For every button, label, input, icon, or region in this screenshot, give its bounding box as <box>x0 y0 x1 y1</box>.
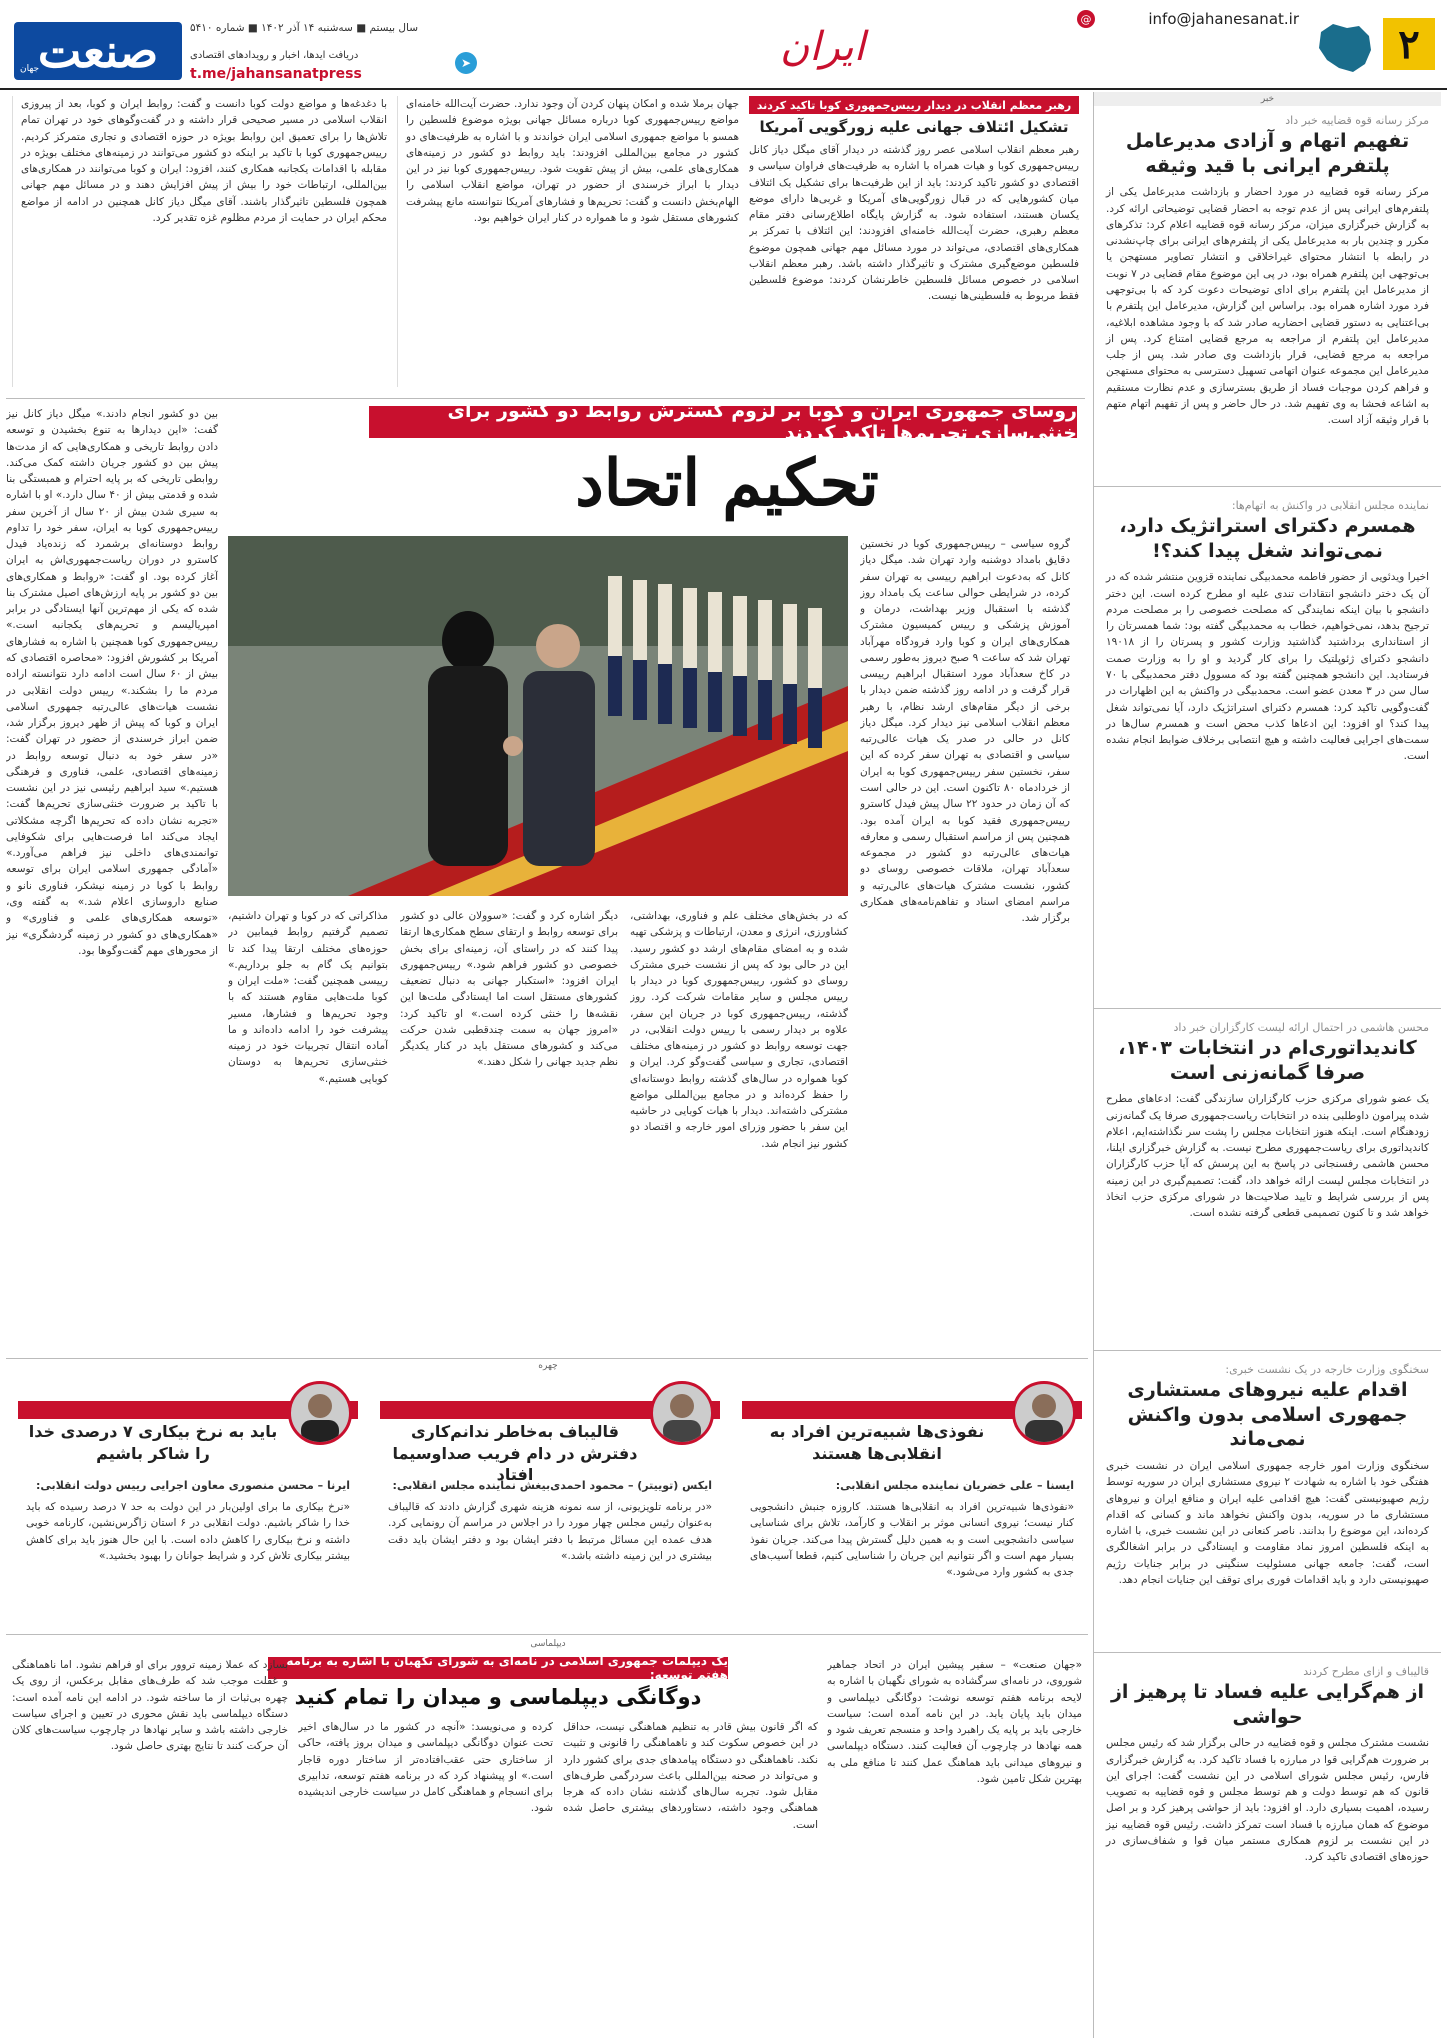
divider <box>6 398 1085 399</box>
bottom-col4: بسازد که عملا زمینه تروور برای او فراهم نشود. اما ناهماهنگی و غفلت موجب شد که طرف‌های مقابل برعکس، از روی یک چهره بی‌ثبات از ما ساخته شود. در ادامه این نامه آمده است: دستگاه دیپلماسی باید نقش محوری در تعیین و اجرای سیاست خارجی داشته باشد و سایر نهادها در چارچوب سیاست‌های کلان آن حرکت کنند تا نتایج بهتری حاصل شود. <box>12 1659 288 1753</box>
lead-intro-col1: گروه سیاسی – رییس‌جمهوری کوبا در نخستین دقایق بامداد دوشنبه وارد تهران شد. میگل دیاز کانل که به‌دعوت ابراهیم رییسی به تهران سفر کرده، در شرایطی حوالی ساعت یک بامداد روز گذشته با استقبال وزیر بهداشت، درمان و آموزش پزشکی و رییس کمیسیون مشترک همکاری‌های ایران و کوبا وارد فرودگاه مهرآباد تهران شد که ساعت ۹ صبح دیروز به‌طور رسمی در کاخ سعدآباد مورد استقبال ابراهیم رییسی قرار گرفت و در ادامه روز گذشته ضمن دیدار با برخی از دیگر مقام‌های ارشد نظام، با رهبر معظم انقلاب اسلامی نیز دیدار کرد. میگل دیاز کانل در حالی در صدر یک هیات عالی‌رتبه سیاسی و اقتصادی به تهران سفر کرده که این سفر، نخستین سفر رییس‌جمهوری کوبا به ایران از خردادماه ۸۰ تاکنون است. این در حالی است که آن زمان در حدود ۲۲ سال پیش فیدل کاسترو رییس‌جمهوری فقید کوبا به ایران آمده بود. همچنین پس از مراسم استقبال رسمی و معارفه هیات‌های عالی‌رتبه دو کشور در مجموعه سعدآباد تهران، ملاقات خصوصی روسای دو کشور، نشست مشترک هیات‌های عالی‌رتبه و مراسم امضای اسناد و تفاهم‌نامه‌های همکاری برگزار شد. <box>860 538 1070 925</box>
a3-subtitle: محسن هاشمی در احتمال ارائه لیست کارگزاران خبر داد <box>1173 1021 1429 1034</box>
top-story-col3: با دغدغه‌ها و مواضع دولت کوبا دانست و گفت: روابط ایران و کوبا، بعد از پیروزی انقلاب اسلامی در مسیر صحیحی قرار داشته و در گفت‌وگوهای خود در تهران تمام تلاش‌ها را برای تعمیق این روابط بویژه در حوزه اقتصادی و تجاری متمرکز کردیم. رییس‌جمهوری کوبا با تاکید بر اینکه دو کشور می‌توانند در زمینه‌های مختلف بویژه در مقابله با اقدامات یکجانبه همکاری کنند، افزود: ایران و کوبا می‌توانند در همکاری‌های بین‌المللی، ارتباطات خود را بیش از پیش افزایش دهند و در مسائل مهم جهانی همچون فلسطین تاثیرگذار باشند. آقای میگل دیاز کانل همچنین در ادامه از مواضع محکم ایران در حمایت از مردم مظلوم غزه تقدیر کرد. <box>12 96 387 387</box>
avatar <box>288 1381 352 1445</box>
a1-body: مرکز رسانه قوه قضاییه در مورد احضار و بازداشت مدیرعامل یکی از پلتفرم‌های ایرانی پس از عدم توجه به احضار قضایی توضیحاتی ارائه کرد. به گزارش خبرگزاری میزان، مرکز رسانه قوه قضاییه اعلام کرد: تذکرهای مکرر و چندین بار به مدیرعامل یکی از پلتفرم‌های ایرانی برای چاپ‌نشدنی در رابطه با انتشار محتوای غیراخلاقی و انتشار تصاویر مستهجن یا بی‌توجهی این پلتفرم همراه بود، در پی این موضوع مقام قضایی در ۷ نوبت از مدیرعامل این پلتفرم برای ادای توضیحات دعوت کرد که با بی‌توجهی فرد مورد اشاره همراه بود. براساس این گزارش، مدیرعامل این پلتفرم با بی‌اعتنایی به دستور قضایی احضاریه صادر شد که با وجود مشاهده ابلاغیه، مدیرعامل این پلتفرم از مراجعه به مرجع قضایی امتناع کرد. پس از مراجعه به مرجع قضایی، قرار بازداشت وی صادر شد. پس از جلب مدیرعامل این مجموعه عنوان اتهامی تسهیل دسترسی به محتوای مستهجن و فراهم کردن موجبات فساد از طریق بسترسازی و عدم نظارت مستقیم به اشاعه فحشا به وی تفهیم شد. در حال حاضر و پس از تفهیم اتهام متهم با قرار وثیقه آزاد است. <box>1106 186 1429 427</box>
top-story-title: تشکیل ائتلاف جهانی علیه زورگویی آمریکا <box>759 118 1069 136</box>
article-3 <box>1094 1008 1441 1350</box>
faces-section <box>6 1358 1088 1608</box>
newspaper-logo: صنعت <box>14 22 182 80</box>
bottom-col2: که اگر قانون بیش قادر به تنظیم هماهنگی نیست، حداقل در این خصوص سکوت کند و ناهماهنگی را قانونی و تثبیت نکند. ناهماهنگی دو دستگاه پیامدهای جدی برای کشور دارد و می‌تواند در صحنه بین‌المللی باعث سردرگمی طرف‌های مقابل شود. تجربه سال‌های گذشته نشان داده که هرجا هماهنگی وجود داشته، دستاوردهای بیشتری حاصل شده است. <box>563 1721 818 1831</box>
face-source: ایرنا – محسن منصوری معاون اجرایی رییس دولت انقلابی: <box>36 1479 350 1492</box>
face-title: نفوذی‌ها شبیه‌ترین افراد به انقلابی‌ها هستند <box>769 1422 985 1463</box>
page-number: ۲ <box>1383 18 1435 70</box>
a2-subtitle: نماینده مجلس انقلابی در واکنش به اتهام‌ها: <box>1231 499 1429 512</box>
telegram-line: دریافت ایدها، اخبار و رویدادهای اقتصادی <box>190 50 359 61</box>
a1-title: تفهیم اتهام و آزادی مدیرعامل پلتفرم ایرانی با قید وثیقه <box>1125 130 1410 177</box>
top-story-kicker: رهبر معظم انقلاب در دیدار رییس‌جمهوری کوبا تاکید کردند <box>749 96 1079 114</box>
bottom-kicker: دیپلماسی <box>530 1639 566 1649</box>
lead-intro-col2: که در بخش‌های مختلف علم و فناوری، بهداشتی، کشاورزی، انرژی و معدن، ارتباطات و پزشکی تهیه شده و به امضای مقام‌های ارشد دو کشور رسید. این در حالی بود که پس از نشست خبری مشترک روسای دو کشور، رییس‌جمهوری کوبا در دیدار با رییس مجلس و سایر مقامات شرکت کرد. روز گذشته، رییس‌جمهوری کوبا در جریان این سفر، علاوه بر دیدار رسمی با رییس دولت انقلابی، در جهت توسعه روابط دو کشور در زمینه‌های مختلف اقتصادی، تجاری و سیاسی گفت‌وگو کرد. ایران و کوبا همواره در سال‌های گذشته روابط دوستانه‌ای را حفظ کرده‌اند و در مجامع بین‌المللی مواضع مشترکی داشته‌اند. دیدار با هیات کوبایی در حاشیه این سفر با حضور وزرای امور خارجه و اقتصاد دو کشور نیز انجام شد. <box>630 910 848 1150</box>
a4-subtitle: سخنگوی وزارت خارجه در یک نشست خبری: <box>1225 1363 1429 1376</box>
face-body: «در برنامه تلویزیونی، از سه نمونه هزینه شهری گزارش دادند که قالیباف به‌عنوان رئیس مجلس چهار مورد را در اجلاس در مراسم آن رونمایی کرد. هدف عمده این مسائل مرتبط با دفتر ایشان بود و دفتر ایشان باید دقت بیشتری در این زمینه داشته باشد.» <box>388 1501 712 1562</box>
bottom-col3: کرده و می‌نویسد: «آنچه در کشور ما در سال‌های اخیر تحت عنوان دوگانگی دیپلماسی و میدان بروز یافته، حاکی از ساختاری حتی عقب‌افتاده‌تر از ساختار دوره قاجار است.» او پیشنهاد کرد که در برنامه هفتم توسعه، تدابیری برای انسجام و هماهنگی کامل در سیاست خارجی اندیشیده شود. <box>298 1721 553 1815</box>
lead-intro-col4: مذاکراتی که در کوبا و تهران داشتیم، تصمیم گرفتیم روابط فیمابین در حوزه‌های مختلف ارتقا پیدا کند تا بتوانیم یک گام به جلو برداریم.» رییسی همچنین گفت: «ملت ایران و کوبا ملت‌هایی مقاوم هستند که با وجود تحریم‌ها و فشارها، مسیر پیشرفت خود را ادامه داده‌اند و ما آماده انتقال تجربیات خود در زمینه خنثی‌سازی تحریم‌ها به دوستان کوبایی هستیم.» <box>228 910 388 1085</box>
lead-intro-col3: دیگر اشاره کرد و گفت: «سوولان عالی دو کشور برای توسعه روابط و ارتقای سطح همکاری‌ها ارتقا پیدا کنند که در راستای آن، زمینه‌ای برای بخش خصوصی دو کشور فراهم شود.» رییس‌جمهوری ایران افزود: «استکبار جهانی به دنبال تضعیف کشورهای مستقل است اما ایستادگی ملت‌ها این نقشه‌ها را خنثی کرده است.» او تاکید کرد: «امروز جهان به سمت چندقطبی شدن حرکت می‌کند و کشورهای مستقل باید در کنار یکدیگر نظم جدید جهانی را شکل دهند.» <box>400 910 618 1069</box>
face-card-2 <box>380 1381 720 1601</box>
article-1 <box>1094 106 1441 486</box>
top-story-col2: جهان برملا شده و امکان پنهان کردن آن وجود ندارد. حضرت آیت‌الله خامنه‌ای مواضع رییس‌جمهوری کوبا درباره مسائل جهانی بویژه موضوع فلسطین را همسو با مواضع جمهوری اسلامی ایران خواندند و با اشاره به ظرفیت‌های دو کشور در مجامع بین‌المللی افزودند: باید روابط دو کشور در زمینه‌های همکاری‌های علمی، بیش از پیش تقویت شود. رییس‌جمهوری کوبا نیز در این دیدار با ابراز خرسندی از حضور در تهران، مواضع انقلاب اسلامی را الهام‌بخش دانست و گفت: تحریم‌ها و فشارهای آمریکا نتوانسته مانع پیشرفت کشورهای مستقل شود و ما همواره در کنار ایران خواهیم بود. <box>397 96 739 387</box>
right-column <box>1093 92 1441 2038</box>
lead-headline: تحکیم اتحاد <box>575 446 879 521</box>
iran-map-icon <box>1313 20 1375 76</box>
a5-body: نشست مشترک مجلس و قوه قضاییه در حالی برگزار شد که رئیس مجلس بر ضرورت هم‌گرایی قوا در مبارزه با فساد تاکید کرد. به گزارش خبرگزاری فارس، رئیس مجلس شورای اسلامی در این نشست گفت: اجرای این قانون که هم توسط دولت و هم توسط مجلس و قوه قضاییه به تصویب رسیده، اهمیت بسیاری دارد. او افزود: باید از حواشی پرهیز کرد و بر اصل موضوع که همان مبارزه با فساد است تمرکز داشت. رئیس قوه قضاییه نیز در این نشست بر لزوم همکاری مستمر میان قوا و شفاف‌سازی در حوزه‌های اقتصادی تاکید کرد. <box>1106 1737 1429 1864</box>
email-address[interactable]: info@jahanesanat.ir <box>1148 10 1299 28</box>
right-kicker: خبر <box>1094 92 1441 106</box>
bottom-title: دوگانگی دیپلماسی و میدان را تمام کنید <box>294 1685 702 1709</box>
a5-subtitle: قالیباف و ازای مطرح کردند <box>1303 1665 1429 1678</box>
a5-title: از هم‌گرایی علیه فساد تا پرهیز از حواشی <box>1110 1681 1425 1728</box>
article-5 <box>1094 1652 1441 2032</box>
avatar <box>1012 1381 1076 1445</box>
lead-banner: روسای جمهوری ایران و کوبا بر لزوم گسترش روابط دو کشور برای خنثی‌سازی تحریم‌ها تاکید کردند <box>369 406 1077 438</box>
lead-photo-image <box>228 536 848 896</box>
telegram-url[interactable]: t.me/jahansanatpress <box>190 66 362 82</box>
a2-title: همسرم دکترای استراتژیک دارد، نمی‌تواند شغل پیدا کند؟! <box>1119 515 1416 562</box>
bottom-section <box>6 1634 1088 2038</box>
article-2 <box>1094 486 1441 1008</box>
lead-photo <box>228 536 848 896</box>
face-source: ایسنا – علی خضریان نماینده مجلس انقلابی: <box>835 1479 1074 1492</box>
email-icon: @ <box>1077 10 1095 28</box>
face-card-1 <box>742 1381 1082 1601</box>
telegram-icon: ➤ <box>455 52 477 74</box>
face-card-3 <box>18 1381 358 1601</box>
a3-title: کاندیداتوری‌ام در انتخابات ۱۴۰۳، صرفا گمانه‌زنی است <box>1118 1037 1417 1084</box>
bottom-banner: یک دیپلمات جمهوری اسلامی در نامه‌ای به شورای نگهبان با اشاره به برنامه هفتم توسعه: <box>268 1657 728 1679</box>
a4-title: اقدام علیه نیروهای مستشاری جمهوری اسلامی بدون واکنش نمی‌ماند <box>1127 1379 1408 1451</box>
top-story <box>2 92 1087 392</box>
a4-body: سخنگوی وزارت امور خارجه جمهوری اسلامی ایران در نشست خبری هفتگی خود با اشاره به شهادت ۲ نیروی مستشاری ایران در سوریه توسط رژیم صهیونیستی گفت: هیچ اقدامی علیه ایران و منافع ایران و نیروهای مستشاری ما در سوریه، بدون واکنش نخواهد ماند و کسانی که اقدام کرده‌اند، این موضوع را بدانند. ناصر کنعانی در این نشست خبری، با اشاره به اینکه فلسطین امروز نماد مقاومت و ایستادگی در برابر اشغالگری است، گفت: جامعه جهانی مسئولیت سنگینی در برابر جنایات رژیم صهیونیستی دارد و باید اقدامات فوری برای توقف این جنایات انجام دهد. <box>1106 1460 1429 1586</box>
a3-body: یک عضو شورای مرکزی حزب کارگزاران سازندگی گفت: ادعاهای مطرح شده پیرامون داوطلبی بنده در انتخابات ریاست‌جمهوری صرفا یک گمانه‌زنی زودهنگام است. اینکه هنوز انتخابات مجلس را پشت سر نگذاشته‌ایم، اعلام کاندیداتوری برای ریاست‌جمهوری مطرح نیست. به گزارش خبرگزاری ایلنا، محسن هاشمی رفسنجانی در پاسخ به این پرسش که آیا حزب کارگزاران در انتخابات مجلس لیست ارائه خواهد داد، گفت: تصمیم‌گیری در این زمینه پس از بررسی شرایط و تایید صلاحیت‌ها در شورای مرکزی حزب اتخاذ خواهد شد و تا کنون تصمیمی قطعی گرفته نشده است. <box>1106 1093 1429 1220</box>
face-title: قالیباف به‌خاطر ندانم‌کاری دفترش در دام فریب صداوسیما افتاد <box>392 1422 638 1485</box>
section-title: ایران <box>780 24 865 70</box>
face-source: ایکس (توییتر) – محمود احمدی‌بیغش نماینده مجلس انقلابی: <box>392 1479 712 1492</box>
a1-subtitle: مرکز رسانه قوه قضاییه خبر داد <box>1285 114 1429 127</box>
a2-body: اخیرا ویدئویی از حضور فاطمه محمدبیگی نماینده قزوین منتشر شده که در آن یک دختر دانشجو انتقادات تندی علیه او مطرح کرده است. این دختر دانشجو با بیان اینکه نمایندگی که مصلحت خصوصی را بر مصلحت مردم ترجیح بدهد، نمی‌خواهیم، خطاب به محمدبیگی گفته بود: شما همسرتان را از استانداری برداشتید گذاشتید وزارت کشور و پسرتان را از ۱۹۰۱۸ دانشجو دکترای ژئوپلتیک را برای کار گردید و او را به وزارت صمت فرستادید. این دانشجو همچنین گفته بود که مسوول دفتر محمدبیگی با ۷۰ سال سن در ۳ معدن عضو است. محمدبیگی در واکنش به این اظهارات در گفت‌وگویی تاکید کرد: همسرم دکترای استراتژیک دارد، آیا نمی‌تواند شغل پیدا کند؟ او افزود: این ادعاها کذب محض است و همسرم سال‌ها در سمت‌های اجرایی فعالیت داشته و هیچ انتصابی برخلاف ضوابط انجام نشده است. <box>1106 571 1429 763</box>
avatar <box>650 1381 714 1445</box>
article-4 <box>1094 1350 1441 1652</box>
bottom-col1: «جهان صنعت» – سفیر پیشین ایران در اتحاد جماهیر شوروی، در نامه‌ای سرگشاده به شورای نگهبان با اشاره به لایحه برنامه هفتم توسعه نوشت: دوگانگی دیپلماسی و میدان باید پایان یابد. در این نامه آمده است: سیاست خارجی باید بر پایه یک راهبرد واحد و منسجم تعریف شود و همه نهادها در چارچوب آن فعالیت کنند. دستگاه دیپلماسی و نیروهای میدانی باید هماهنگ عمل کنند تا منافع ملی به بهترین شکل تامین شود. <box>827 1659 1082 1785</box>
masthead <box>0 0 1447 90</box>
face-body: «نفوذی‌ها شبیه‌ترین افراد به انقلابی‌ها هستند. کاروزه جنبش دانشجویی کنار نیست؛ نیروی انسانی موثر بر انقلاب و کارآمد، تلاش برای شناسایی سیاسی دانشجویی است و به همین دلیل گسترش پیدا می‌کند. جریان نفوذ بسیار مهم است و اگر نتوانیم این جریان را شناسایی کنیم، قطعا آسیب‌های جدی به کشور وارد می‌شود.» <box>750 1501 1074 1579</box>
face-body: «نرخ بیکاری ما برای اولین‌بار در این دولت به حد ۷ درصد رسیده که باید خدا را شاکر باشیم. دولت انقلابی در ۶ استان زاگرس‌نشین، کارنامه خوبی داشته و نرخ بیکاری را کاهش داده است. با این حال هنوز باید برای کاهش بیشتر بیکاری تلاش کرد و شرایط جوانان را بهبود بخشید.» <box>26 1501 350 1562</box>
logo-sub: جهان <box>20 64 40 74</box>
lead-left-col: بین دو کشور انجام دادند.» میگل دیاز کانل نیز گفت: «این دیدارها به تنوع بخشیدن و توسعه دادن روابط تاریخی و همکاری‌هایی که از مدت‌ها پیش بین دو کشور جریان داشته کمک می‌کند. روابطی تاریخی که بر پایه احترام و همبستگی بنا شده و قدمتی بیش از ۴۰ سال دارد.» او با اشاره به سیری شدن بیش از ۲۰ سال از آخرین سفر رییس‌جمهوری کوبا به ایران، سفر خود را تداوم روابط دوستانه‌ای برشمرد که زنده‌یاد فیدل کاسترو در دوران ریاست‌جمهوری‌اش به ایران آغاز کرده بود. او گفت: «روابط و همکاری‌های بین دو کشور بر پایه ارزش‌های اصیل مشترک بنا شده که یکی از مهم‌ترین آنها ایستادگی در برابر امپریالیسم و تحریم‌های یکجانبه است.» رییس‌جمهوری کوبا همچنین با اشاره به فشارهای آمریکا بر کشورش افزود: «محاصره اقتصادی که بیش از ۶۰ سال است ادامه دارد نتوانسته اراده مردم ما را بشکند.» رییس دولت انقلابی در نشست هیات‌های عالی‌رتبه جمهوری اسلامی ایران و کوبا که پیش از ظهر دیروز برگزار شد، ضمن ابراز خرسندی از حضور در تهران گفت: «در سفر خود به دنبال توسعه روابط در زمینه‌های اقتصادی، علمی، فناوری و فرهنگی هستیم.» سید ابراهیم رئیسی نیز در این نشست با تاکید بر ضرورت خنثی‌سازی تحریم‌ها گفت: «تجربه نشان داده که تحریم‌ها اگرچه مشکلاتی ایجاد می‌کند اما فرصت‌هایی برای شکوفایی توانمندی‌های داخلی نیز فراهم می‌آورد.» «آمادگی جمهوری اسلامی ایران برای توسعه روابط با کوبا در زمینه نیشکر، فناوری نانو و صنایع داروسازی اعلام شد.» به گفته وی، «توسعه همکاری‌های علمی و فناوری» و «همکاری‌های دو کشور در زمینه گردشگری» نیز از محورهای مهم گفت‌وگوها بود. <box>6 408 218 957</box>
face-title: باید به نرخ بیکاری ۷ درصدی خدا را شاکر باشیم <box>28 1422 278 1463</box>
issue-line: سال بیستم ■ سه‌شنبه ۱۴ آذر ۱۴۰۲ ■ شماره ۵۴۱۰ <box>190 22 419 34</box>
faces-kicker: چهره <box>538 1361 558 1371</box>
top-story-col1: رهبر معظم انقلاب اسلامی عصر روز گذشته در دیدار آقای میگل دیاز کانل رییس‌جمهوری کوبا و هیات همراه با اشاره به ظرفیت‌های فراوان سیاسی و اقتصادی دو کشور تاکید کردند: باید از این ظرفیت‌ها برای تشکیل یک ائتلاف میان کشورهایی که در قبال زورگویی‌های آمریکا و غربی‌ها دارای موضع یکسان هستند، استفاده شود. به گزارش پایگاه اطلاع‌رسانی دفتر مقام معظم رهبری، حضرت آیت‌الله خامنه‌ای افزودند: این ائتلاف با تمرکز بر همکاری‌های اقتصادی، می‌تواند در مورد مسائل مهم جهانی همچون موضوع فلسطین موضع‌گیری مشترک و تاثیرگذار داشته باشد. رهبر معظم انقلاب اسلامی در خصوص مسائل فلسطین خاطرنشان کردند: موضوع فلسطین فقط مربوط به فلسطینی‌ها نیست. <box>749 144 1079 303</box>
